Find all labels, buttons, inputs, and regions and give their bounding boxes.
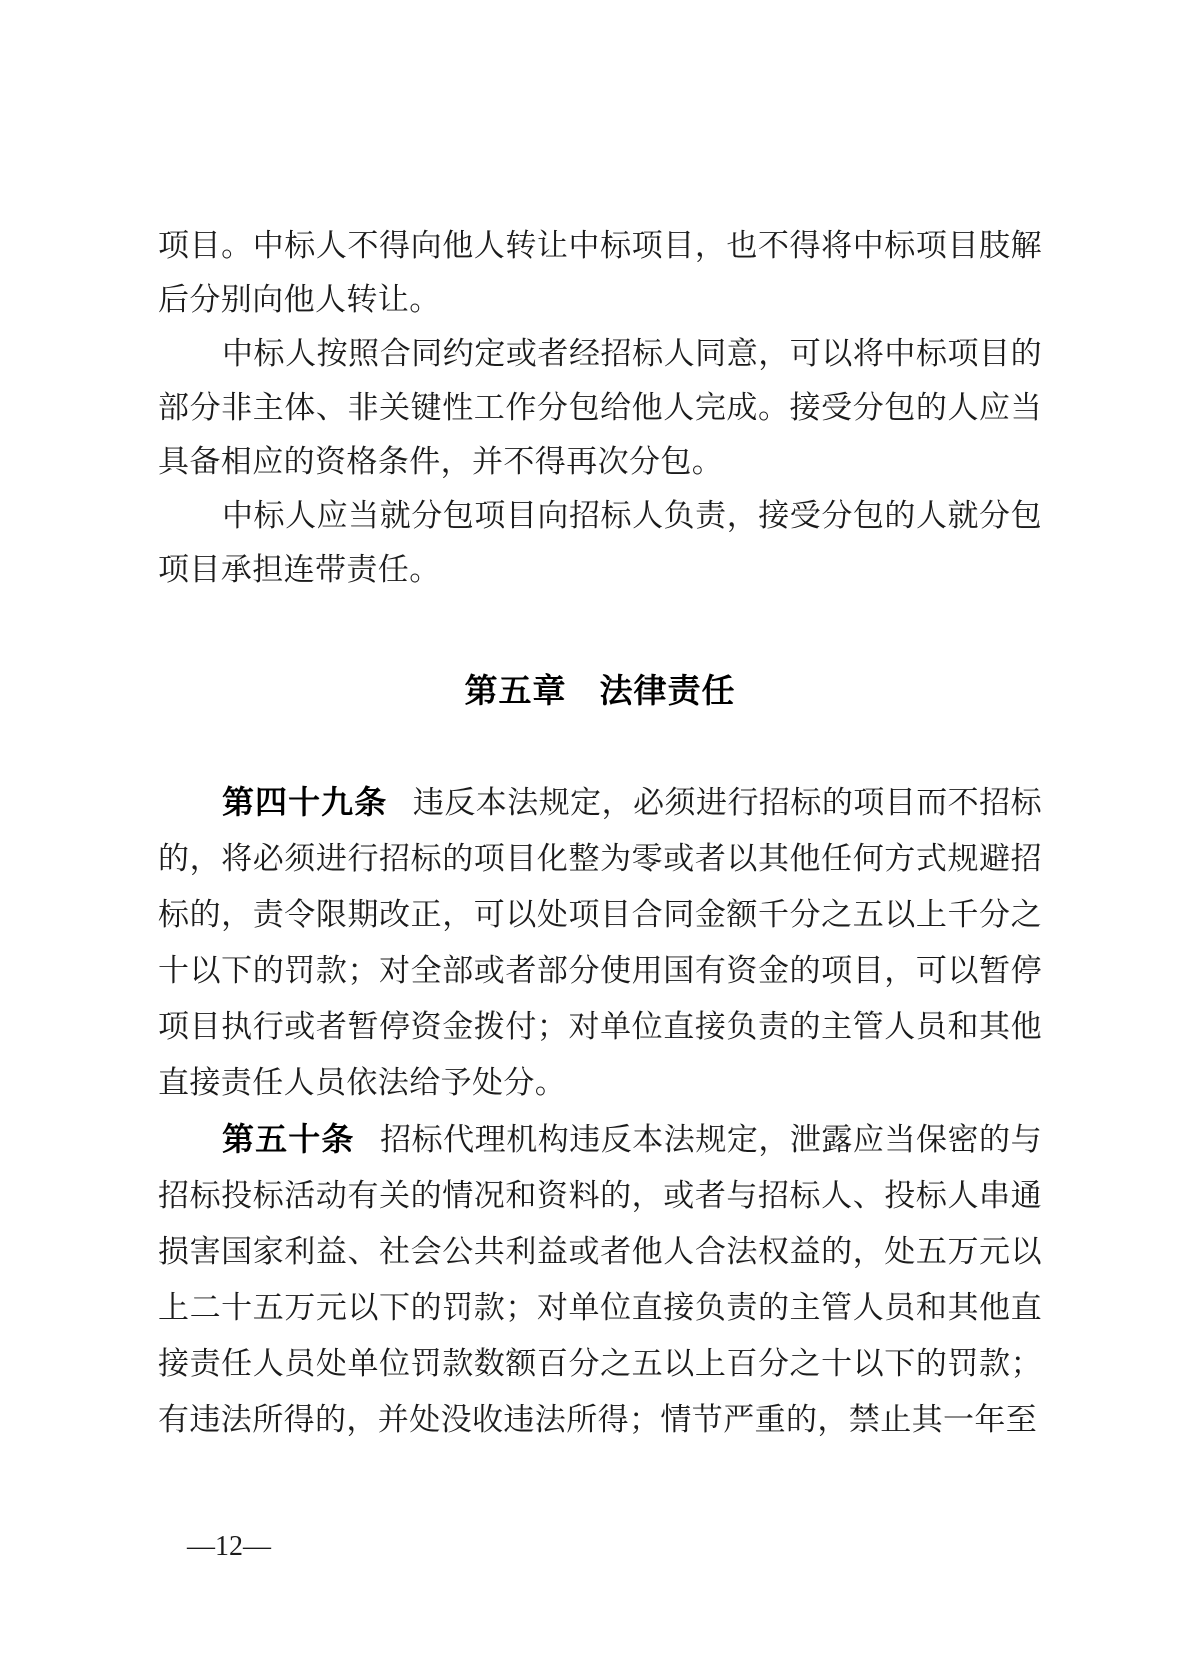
- paragraph-joint-liability: 中标人应当就分包项目向招标人负责，接受分包的人就分包项目承担连带责任。: [158, 498, 1042, 587]
- article-50-paragraph: [158, 1111, 1042, 1448]
- chapter-number: 第五章: [464, 672, 567, 709]
- article-50-text: 招标代理机构违反本法规定，泄露应当保密的与招标投标活动有关的情况和资料的，或者与招标人、投标人串通损害国家利益、社会公共利益或者他人合法权益的，处五万元以上二十五万元以下的罚款；对单位直接负责的主管人员和其他直接责任人员处单位罚款数额百分之五以上百分之十以下的罚款；有违法所得的，并处没收违法所得；情节严重的，禁止其一年至: [158, 1122, 1042, 1437]
- chapter-heading: [158, 671, 1042, 711]
- chapter-title: 法律责任: [599, 672, 736, 709]
- paragraph-continuation: 项目。中标人不得向他人转让中标项目，也不得将中标项目肢解后分别向他人转让。: [158, 228, 1042, 317]
- article-50-number: 第五十条: [222, 1121, 355, 1157]
- article-49-number: 第四十九条: [222, 784, 388, 820]
- article-49-paragraph: [158, 774, 1042, 1111]
- article-49-text: 违反本法规定，必须进行招标的项目而不招标的，将必须进行招标的项目化整为零或者以其他任何方式规避招标的，责令限期改正，可以处项目合同金额千分之五以上千分之十以下的罚款；对全部或者部分使用国有资金的项目，可以暂停项目执行或者暂停资金拨付；对单位直接负责的主管人员和其他直接责任人员依法给予处分。: [158, 785, 1042, 1100]
- paragraph-subcontract-permission: 中标人按照合同约定或者经招标人同意，可以将中标项目的部分非主体、非关键性工作分包给他人完成。接受分包的人应当具备相应的资格条件，并不得再次分包。: [158, 336, 1042, 479]
- body-text-column: [158, 219, 1042, 1448]
- page-number: —12—: [187, 1531, 271, 1562]
